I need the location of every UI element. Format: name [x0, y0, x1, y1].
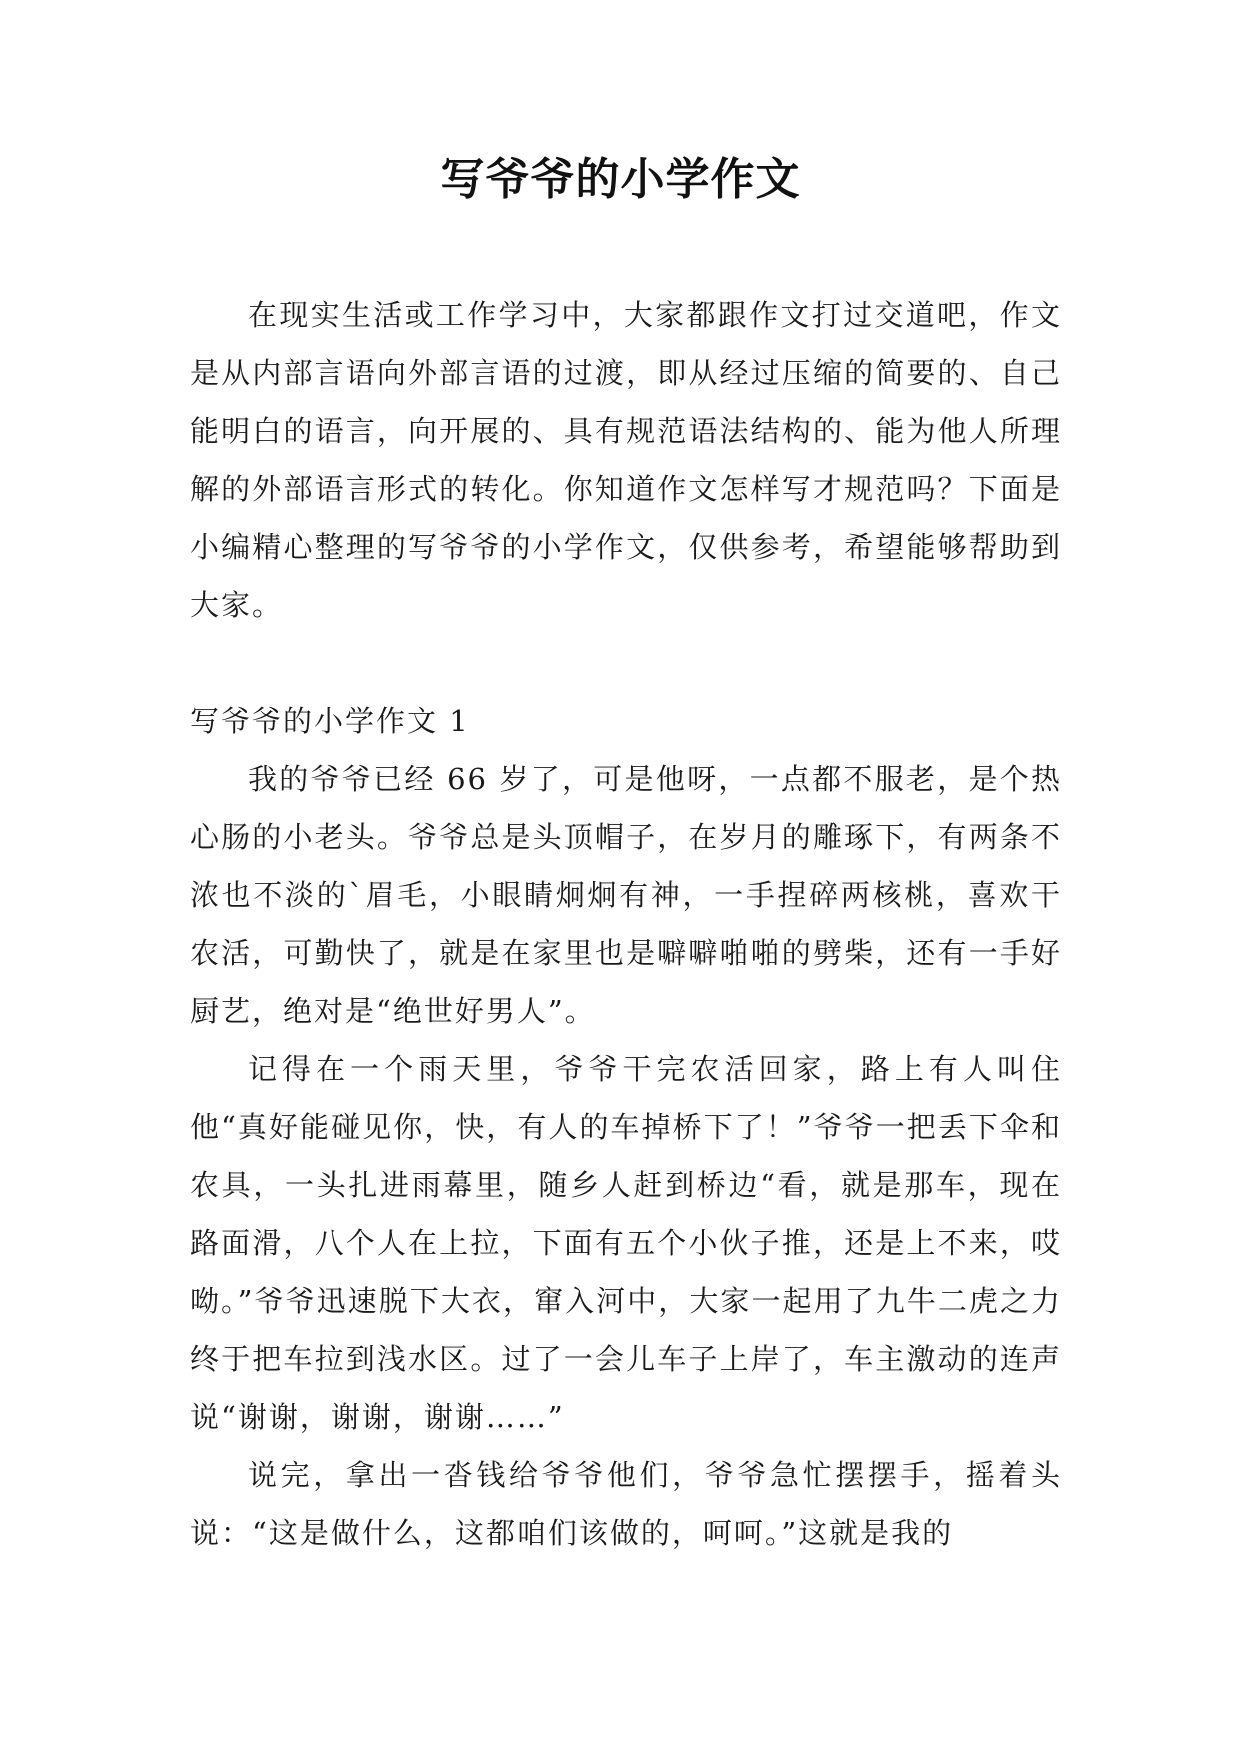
section-heading: 写爷爷的小学作文 1 [190, 704, 470, 738]
document-title: 写爷爷的小学作文 [440, 154, 801, 205]
document-body [190, 286, 1062, 1562]
intro-paragraph: 在现实生活或工作学习中，大家都跟作文打过交道吧，作文是从内部言语向外部言语的过渡，即从经过压缩的简要的、自己能明白的语言，向开展的、具有规范语法结构的、能为他人所理解的外部语言形式的转化。你知道作文怎样写才规范吗？下面是小编精心整理的写爷爷的小学作文，仅供参考，希望能够帮助到大家。 [190, 298, 1062, 622]
body-paragraph-1: 我的爷爷已经 66 岁了，可是他呀，一点都不服老，是个热心肠的小老头。爷爷总是头顶帽子，在岁月的雕琢下，有两条不浓也不淡的`眉毛，小眼睛炯炯有神，一手捏碎两核桃，喜欢干农活，可勤快了，就是在家里也是噼噼啪啪的劈柴，还有一手好厨艺，绝对是“绝世好男人”。 [190, 762, 1062, 1028]
section-spacer [190, 634, 1062, 692]
body-paragraph-2: 记得在一个雨天里，爷爷干完农活回家，路上有人叫住他“真好能碰见你，快，有人的车掉桥下了！”爷爷一把丢下伞和农具，一头扎进雨幕里，随乡人赶到桥边“看，就是那车，现在路面滑，八个人在上拉，下面有五个小伙子推，还是上不来，哎呦。”爷爷迅速脱下大衣，窜入河中，大家一起用了九牛二虎之力终于把车拉到浅水区。过了一会儿车子上岸了，车主激动的连声说“谢谢，谢谢，谢谢……” [190, 1052, 1062, 1434]
body-paragraph-3: 说完，拿出一沓钱给爷爷他们，爷爷急忙摆摆手，摇着头说：“这是做什么，这都咱们该做的，呵呵。”这就是我的 [190, 1458, 1062, 1550]
